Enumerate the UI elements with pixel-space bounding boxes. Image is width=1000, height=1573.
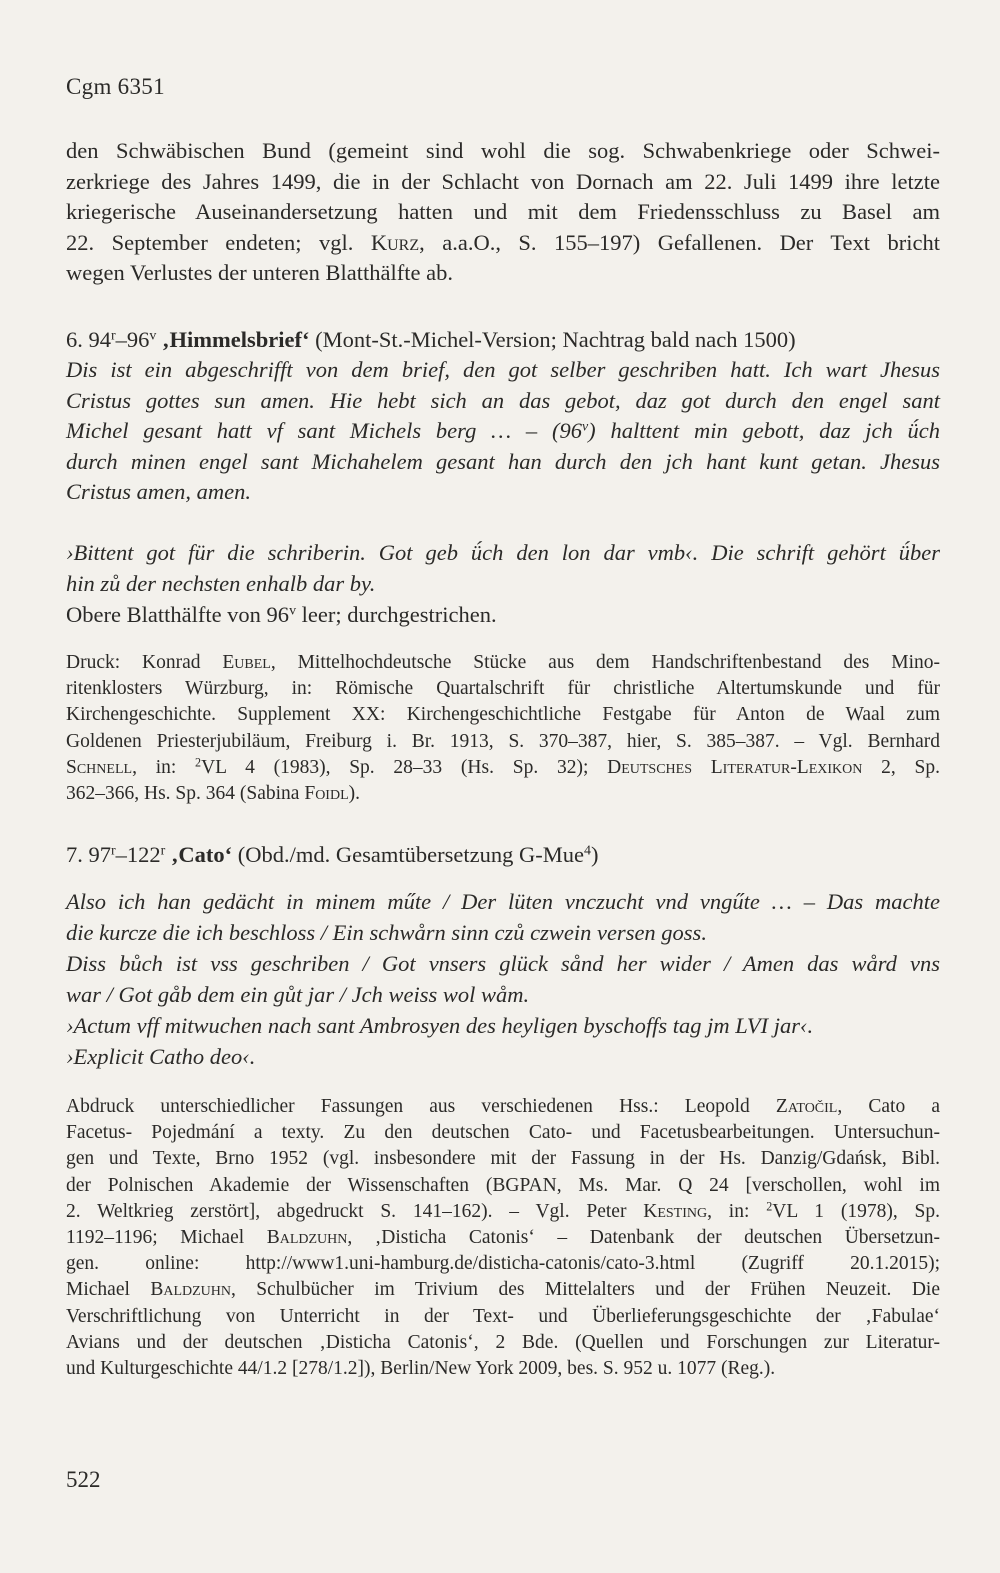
author-name: Kurz bbox=[370, 229, 420, 255]
text-line: Michel gesant hatt vf sant Michels berg … – (96$^v$) halttent min gebott, daz jch ǘch bbox=[66, 418, 940, 443]
text-line: Michael Baldzuhn, Schulbücher im Trivium des Mittelalters und der Frühen Neuzeit. Die bbox=[66, 1279, 941, 1301]
entry-title: ‚Cato‘ bbox=[165, 842, 233, 867]
text-line: die kurcze die ich beschloss / Ein schwårn sinn czů czwein versen goss. bbox=[66, 920, 707, 945]
text-line: kriegerische Auseinandersetzung hatten und mit dem Friedensschluss zu Basel am bbox=[66, 199, 940, 224]
entry7-text bbox=[66, 886, 940, 1072]
running-header: Cgm 6351 bbox=[66, 74, 165, 99]
text-line: Cristus gottes sun amen. Hie hebt sich an das gebot, daz got durch den engel sant bbox=[66, 387, 940, 413]
text-line: Diss bůch ist vss geschriben / Got vnsers glück sånd her wider / Amen das wård vns bbox=[66, 951, 940, 976]
page-number: 522 bbox=[66, 1467, 101, 1492]
text-line: Abdruck unterschiedlicher Fassungen aus verschiedenen Hss.: Leopold Zatočil, Cato a bbox=[66, 1096, 941, 1117]
text-line: Verschriftlichung von Unterricht in der Text- und Überlieferungsgeschichte der ‚Fabulae‘ bbox=[66, 1305, 940, 1327]
entry6-literature bbox=[66, 650, 940, 807]
text-line: Also ich han gedächt in minem műte / Der lüten vnczucht vnd vngűte … – Das machte bbox=[66, 889, 940, 914]
text-line: ›Actum vff mitwuchen nach sant Ambrosyen des heyligen byschoffs tag jm LVI jar‹. bbox=[66, 1013, 814, 1038]
text-line: Avians und der deutschen ‚Disticha Catonis‘, 2 Bde. (Quellen und Forschungen zur Literatur- bbox=[66, 1331, 940, 1353]
entry6-text bbox=[66, 355, 940, 508]
text-line: Facetus- Pojedmání a texty. Zu den deutschen Cato- und Facetusbearbeitungen. Untersuchun- bbox=[66, 1122, 940, 1144]
text-line: Kirchengeschichte. Supplement XX: Kirchengeschichtliche Festgabe für Anton de Waal zum bbox=[66, 704, 940, 726]
text-line: 22. September endeten; vgl. Kurz, a.a.O., S. 155–197) Gefallenen. Der Text bricht bbox=[66, 229, 940, 255]
text-line: gen und Texte, Brno 1952 (vgl. insbesondere mit der Fassung in der Hs. Danzig/Gdańsk, Bibl. bbox=[66, 1148, 940, 1170]
text-line: Cristus amen, amen. bbox=[66, 479, 251, 504]
entry-title: ‚Himmelsbrief‘ bbox=[156, 327, 310, 352]
text-line: Dis ist ein abgeschrifft von dem brief, den got selber geschriben hatt. Ich wart Jhesus bbox=[66, 357, 940, 382]
text-line: ritenklosters Würzburg, in: Römische Quartalschrift für christliche Altertumskunde und für bbox=[66, 678, 940, 700]
text-line: Goldenen Priesterjubiläum, Freiburg i. Br. 1913, S. 370–387, hier, S. 385–387. – Vgl. Bernhard bbox=[66, 730, 940, 752]
text-line: 362–366, Hs. Sp. 364 (Sabina Foidl). bbox=[66, 783, 360, 805]
entry-heading-6: 6. 94$^r$–96$^v$ ‚Himmelsbrief‘ (Mont-St.-Michel-Version; Nachtrag bald nach 1500) bbox=[66, 327, 796, 352]
entry7-literature bbox=[66, 1094, 940, 1382]
entry-heading-7: 7. 97$^r$–122$^r$ ‚Cato‘ (Obd./md. Gesamtübersetzung G-Mue$^4$) bbox=[66, 842, 599, 867]
text-line: hin zů der nechsten enhalb dar by. bbox=[66, 570, 376, 596]
text-line: 1192–1196; Michael Baldzuhn, ‚Disticha Catonis‘ – Datenbank der deutschen Übersetzun- bbox=[66, 1227, 940, 1249]
text-line: war / Got gåb dem ein gůt jar / Jch weiss wol wåm. bbox=[66, 982, 530, 1007]
entry6-colophon bbox=[66, 538, 940, 599]
text-line: zerkriege des Jahres 1499, die in der Schlacht von Dornach am 22. Juli 1499 ihre letzte bbox=[66, 168, 940, 194]
text-line: Druck: Konrad Eubel, Mittelhochdeutsche Stücke aus dem Handschriftenbestand des Mino- bbox=[66, 652, 940, 673]
text-line: ›Bittent got für die schriberin. Got geb ǘch den lon dar vmb‹. Die schrift gehört ǘber bbox=[66, 540, 940, 565]
text-line: wegen Verlustes der unteren Blatthälfte ab. bbox=[66, 260, 453, 285]
text-line: durch minen engel sant Michahelem gesant han durch den jch hant kunt getan. Jhesus bbox=[66, 448, 940, 474]
intro-paragraph bbox=[66, 136, 940, 289]
text-line: und Kulturgeschichte 44/1.2 [278/1.2]), Berlin/New York 2009, bes. S. 952 u. 1077 (Reg.). bbox=[66, 1358, 776, 1380]
entry6-note: Obere Blatthälfte von 96$^v$ leer; durchgestrichen. bbox=[66, 602, 497, 627]
text-line: Schnell, in: $^2$VL 4 (1983), Sp. 28–33 (Hs. Sp. 32); Deutsches Literatur-Lexikon 2, Sp. bbox=[66, 755, 940, 778]
text-line: gen. online: http://www1.uni-hamburg.de/disticha-catonis/cato-3.html (Zugriff 20.1.2015); bbox=[66, 1253, 940, 1275]
text-line: ›Explicit Catho deo‹. bbox=[66, 1044, 256, 1069]
text-line: der Polnischen Akademie der Wissenschaften (BGPAN, Ms. Mar. Q 24 [verschollen, wohl im bbox=[66, 1174, 940, 1196]
text-line: den Schwäbischen Bund (gemeint sind wohl die sog. Schwabenkriege oder Schwei- bbox=[66, 138, 940, 163]
text-line: 2. Weltkrieg zerstört], abgedruckt S. 141–162). – Vgl. Peter Kesting, in: $^2$VL 1 (1978), Sp. bbox=[66, 1199, 940, 1222]
